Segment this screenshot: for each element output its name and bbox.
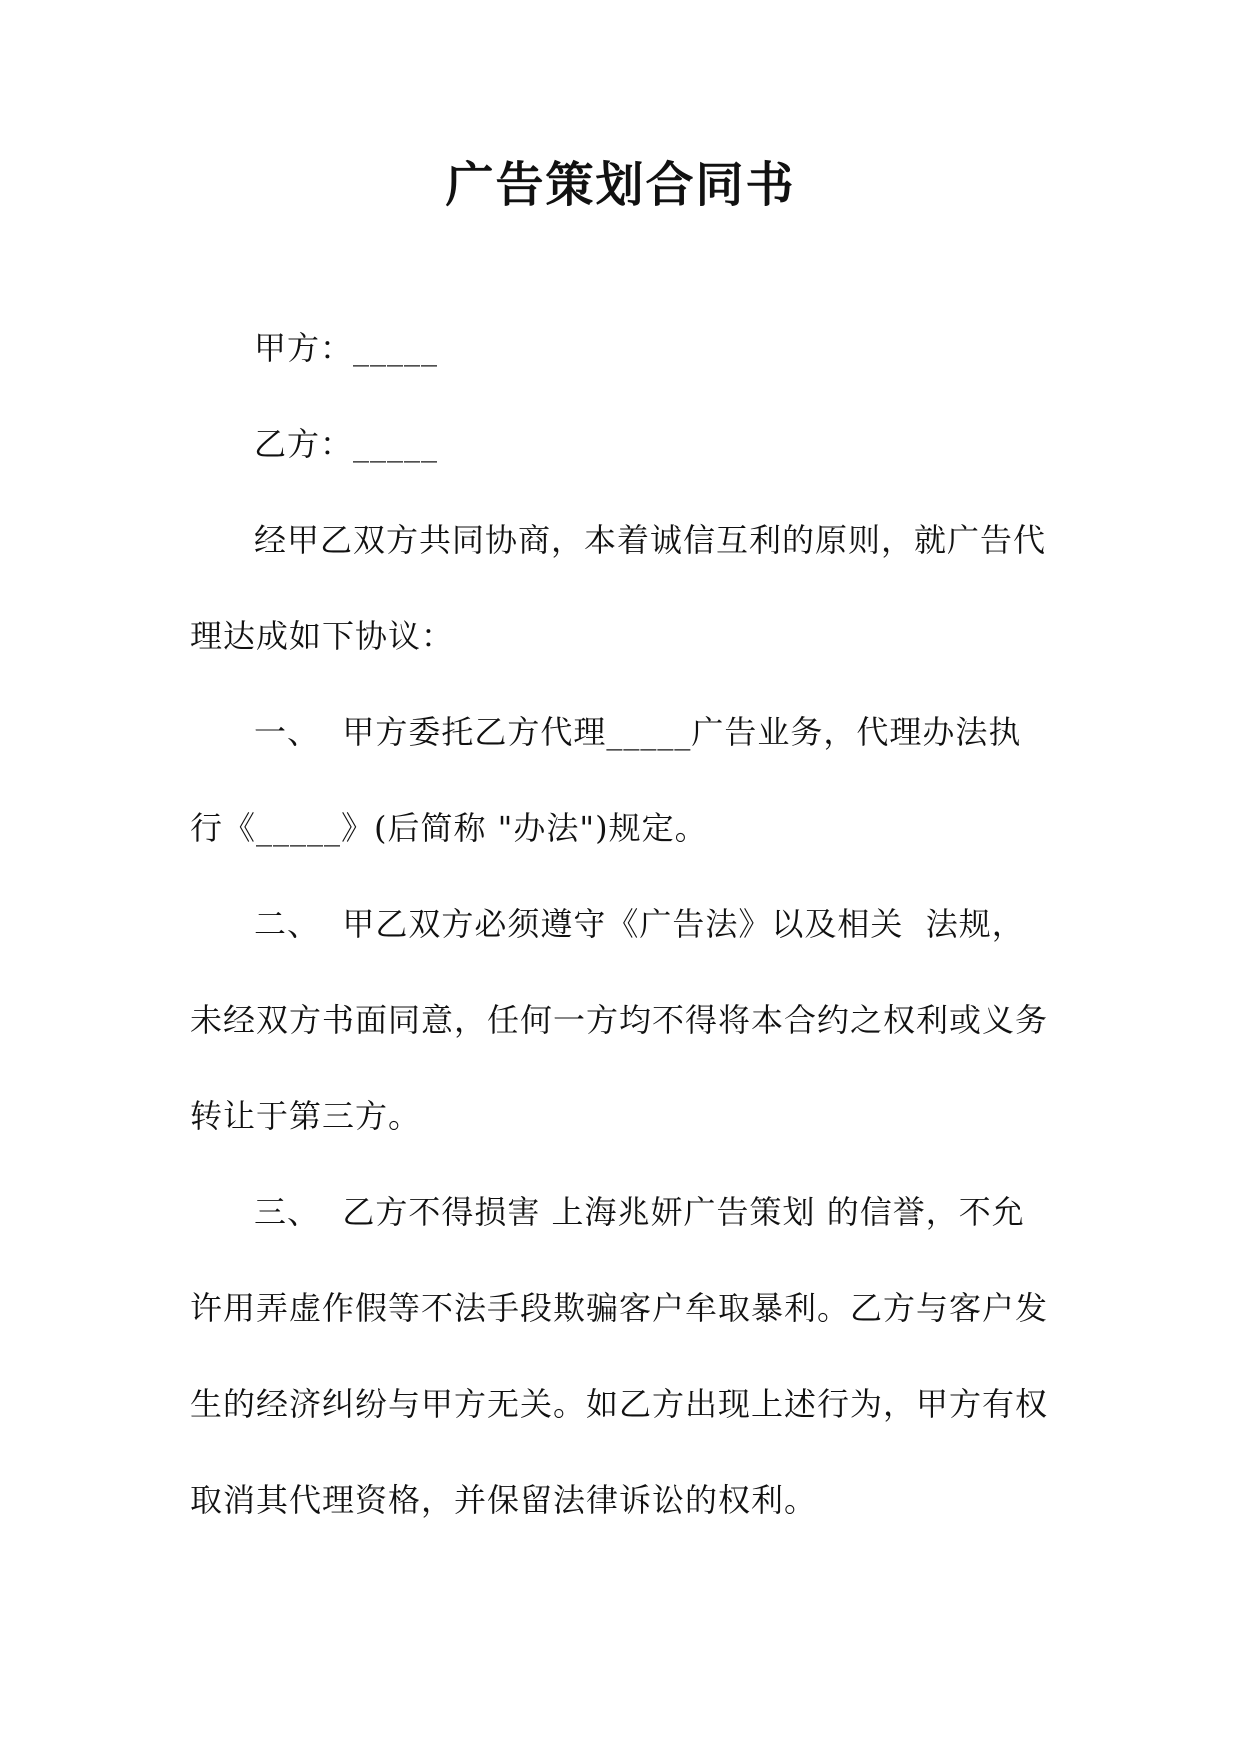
preamble-paragraph: 经甲乙双方共同协商，本着诚信互利的原则，就广告代理达成如下协议： xyxy=(190,521,1047,655)
document-body xyxy=(190,300,1050,1548)
clause-1-paragraph: 一、 甲方委托乙方代理_____广告业务，代理办法执行《_____》(后简称 "办法")规定。 xyxy=(190,713,1022,847)
clause-2-paragraph: 二、 甲乙双方必须遵守《广告法》以及相关 法规，未经双方书面同意，任何一方均不得将本合约之权利或义务转让于第三方。 xyxy=(190,905,1049,1135)
party-a-line: 甲方：_____ xyxy=(254,329,439,367)
document-title: 广告策划合同书 xyxy=(445,157,796,213)
clause-3-paragraph: 三、 乙方不得损害 上海兆妍广告策划 的信誉，不允许用弄虚作假等不法手段欺骗客户牟取暴利。乙方与客户发生的经济纠纷与甲方无关。如乙方出现上述行为，甲方有权取消其代理资格，并保留法律诉讼的权利。 xyxy=(190,1193,1049,1519)
party-b-line: 乙方：_____ xyxy=(254,425,439,463)
